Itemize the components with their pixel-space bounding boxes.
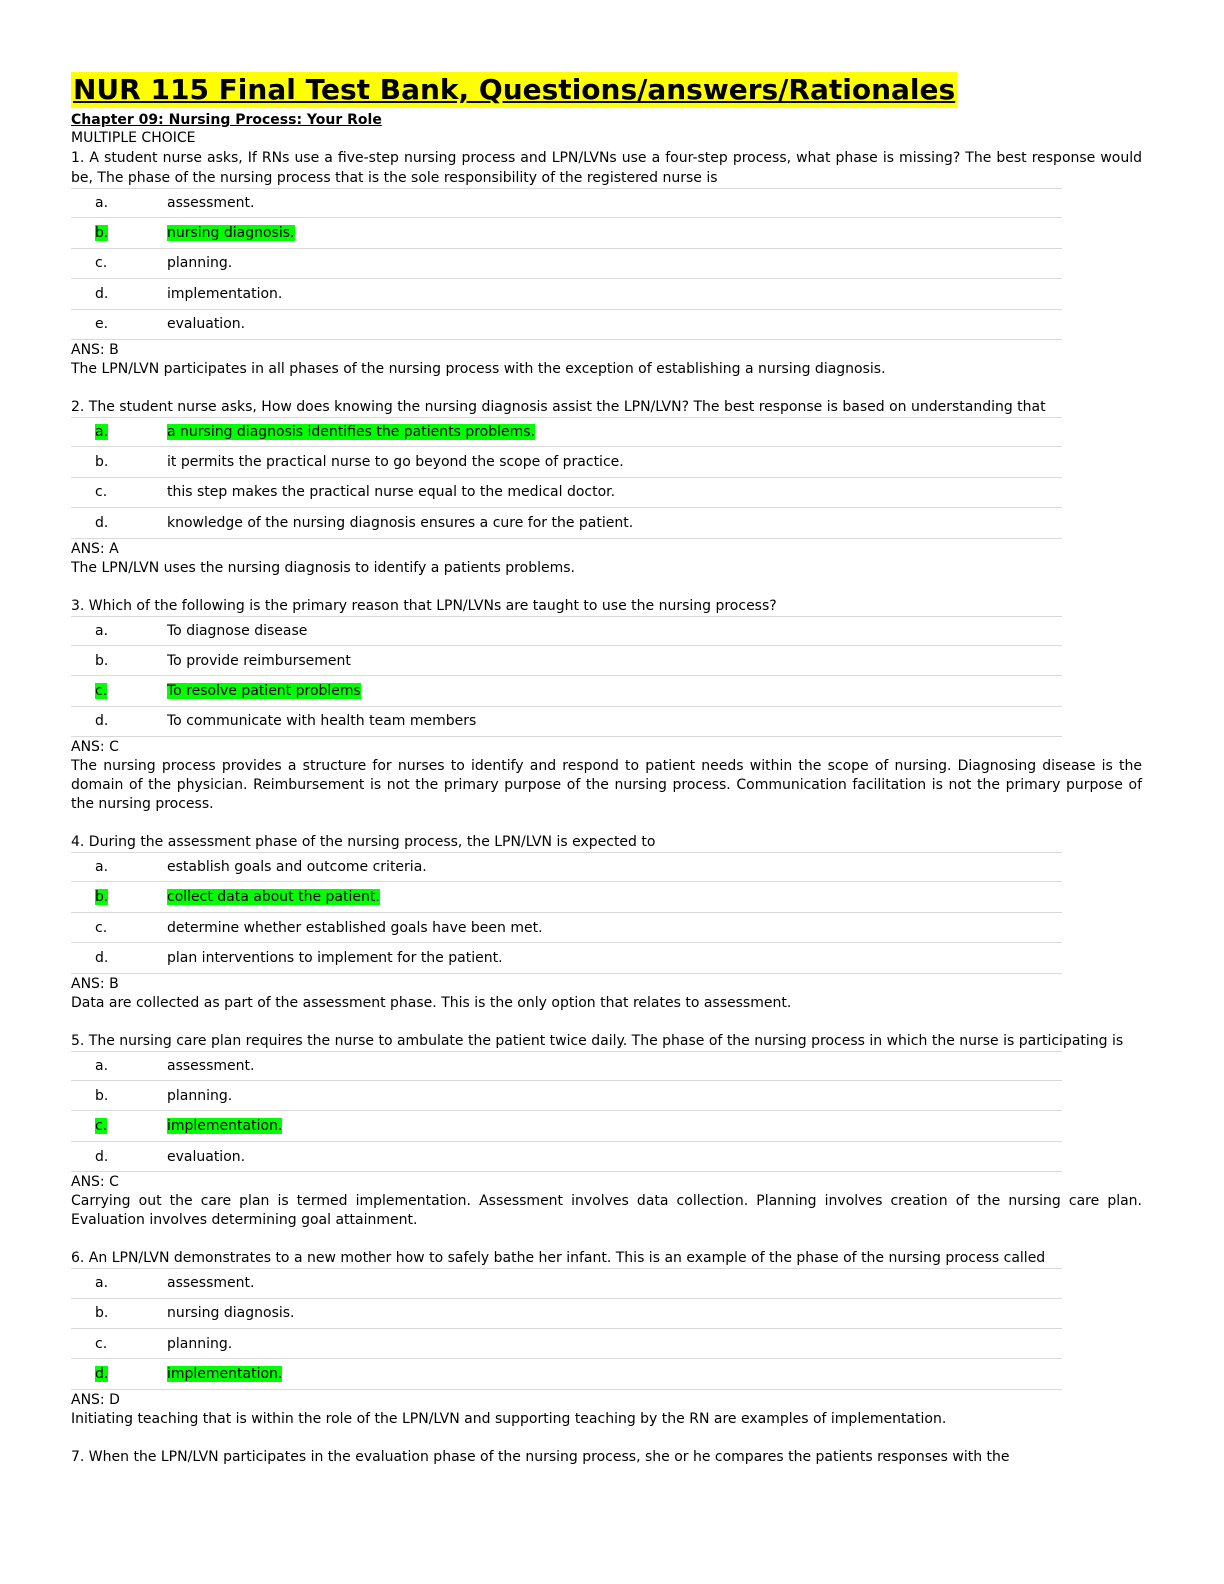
option-letter: b. — [95, 1305, 109, 1322]
rationale: Carrying out the care plan is termed implementation. Assessment involves data collection. Planning involves creation of the nursing care plan. Evaluation involves determining goal attainment. — [71, 1193, 1142, 1229]
option-text: implementation. — [167, 1118, 283, 1135]
option-text: To resolve patient problems — [167, 682, 361, 699]
rationale: Initiating teaching that is within the role of the LPN/LVN and supporting teaching by the RN are examples of implementation. — [71, 1410, 947, 1427]
answer-key: ANS: B — [71, 975, 119, 992]
rationale: The nursing process provides a structure for nurses to identify and respond to patient needs within the scope of nursing. Diagnosing disease is the domain of the physician. Reimbursement is not the primary purpose of the nursing process. Communication facilitation is not the primary purpose of the nursing process. — [71, 758, 1142, 813]
option-letter: a. — [95, 859, 109, 876]
option-letter: a. — [95, 424, 109, 441]
option-a-correct — [71, 417, 1062, 447]
options-list — [71, 188, 1062, 340]
question-text: 3. Which of the following is the primary reason that LPN/LVNs are taught to use the nursing process? — [71, 597, 777, 614]
option-letter: a. — [95, 1057, 109, 1074]
option-a — [71, 616, 1062, 646]
option-text: assessment. — [167, 195, 255, 212]
option-letter: c. — [95, 1335, 108, 1352]
option-d — [71, 279, 1062, 309]
option-c — [71, 913, 1062, 943]
question-4 — [71, 832, 1142, 1013]
options-list — [71, 417, 1062, 539]
option-text: nursing diagnosis. — [167, 1305, 295, 1322]
options-list — [71, 616, 1062, 738]
option-letter: c. — [95, 919, 108, 936]
option-letter: d. — [95, 514, 109, 531]
option-letter: c. — [95, 682, 108, 699]
question-text: 5. The nursing care plan requires the nurse to ambulate the patient twice daily. The phase of the nursing process in which the nurse is participating is — [71, 1032, 1124, 1049]
option-letter: b. — [95, 454, 109, 471]
question-text: 1. A student nurse asks, If RNs use a five-step nursing process and LPN/LVNs use a four-step process, what phase is missing? The best response would be, The phase of the nursing process that is the sole responsibility of the registered nurse is — [71, 150, 1142, 186]
option-a — [71, 1268, 1062, 1298]
option-c — [71, 249, 1062, 279]
option-text: evaluation. — [167, 316, 246, 333]
options-list — [71, 852, 1062, 974]
question-5 — [71, 1031, 1142, 1231]
option-letter: d. — [95, 1366, 109, 1383]
option-text: this step makes the practical nurse equal to the medical doctor. — [167, 484, 616, 501]
option-b — [71, 1081, 1062, 1111]
option-b — [71, 646, 1062, 676]
option-text: knowledge of the nursing diagnosis ensures a cure for the patient. — [167, 514, 634, 531]
rationale: Data are collected as part of the assessment phase. This is the only option that relates to assessment. — [71, 994, 792, 1011]
option-letter: d. — [95, 713, 109, 730]
option-a — [71, 852, 1062, 882]
question-text: 2. The student nurse asks, How does knowing the nursing diagnosis assist the LPN/LVN? The best response is based on understanding that — [71, 398, 1046, 415]
option-letter: d. — [95, 1148, 109, 1165]
option-c-correct — [71, 1111, 1062, 1141]
answer-key: ANS: A — [71, 540, 119, 557]
option-d — [71, 707, 1062, 737]
question-text: 4. During the assessment phase of the nursing process, the LPN/LVN is expected to — [71, 834, 656, 851]
option-text: establish goals and outcome criteria. — [167, 859, 427, 876]
option-letter: a. — [95, 1275, 109, 1292]
option-d — [71, 943, 1062, 973]
option-text: collect data about the patient. — [167, 889, 380, 906]
option-letter: e. — [95, 316, 109, 333]
option-letter: b. — [95, 889, 109, 906]
question-3 — [71, 596, 1142, 815]
option-d — [71, 1142, 1062, 1172]
option-a — [71, 1051, 1062, 1081]
answer-key: ANS: B — [71, 341, 119, 358]
document-page — [71, 72, 1142, 1467]
option-text: planning. — [167, 255, 233, 272]
question-2 — [71, 397, 1142, 578]
answer-key: ANS: D — [71, 1391, 120, 1408]
rationale: The LPN/LVN uses the nursing diagnosis to identify a patients problems. — [71, 559, 575, 576]
option-e — [71, 310, 1062, 340]
option-text: implementation. — [167, 285, 283, 302]
option-letter: d. — [95, 285, 109, 302]
option-b-correct — [71, 218, 1062, 248]
answer-key: ANS: C — [71, 1174, 119, 1191]
option-letter: a. — [95, 195, 109, 212]
answer-key: ANS: C — [71, 739, 119, 756]
question-6 — [71, 1248, 1142, 1429]
option-c-correct — [71, 676, 1062, 706]
option-letter: b. — [95, 1087, 109, 1104]
option-text: To provide reimbursement — [167, 652, 351, 669]
option-text: To communicate with health team members — [167, 713, 477, 730]
option-letter: b. — [95, 652, 109, 669]
rationale: The LPN/LVN participates in all phases of the nursing process with the exception of establishing a nursing diagnosis. — [71, 360, 886, 377]
options-list — [71, 1268, 1062, 1390]
question-text: 7. When the LPN/LVN participates in the evaluation phase of the nursing process, she or he compares the patients responses with the — [71, 1448, 1010, 1465]
option-c — [71, 1329, 1062, 1359]
option-text: assessment. — [167, 1057, 255, 1074]
option-text: To diagnose disease — [167, 622, 308, 639]
question-text: 6. An LPN/LVN demonstrates to a new mother how to safely bathe her infant. This is an example of the phase of the nursing process called — [71, 1250, 1046, 1267]
option-b — [71, 1299, 1062, 1329]
question-7 — [71, 1447, 1142, 1467]
option-text: determine whether established goals have been met. — [167, 919, 543, 936]
option-text: planning. — [167, 1087, 233, 1104]
option-text: implementation. — [167, 1366, 283, 1383]
option-text: evaluation. — [167, 1148, 246, 1165]
option-letter: c. — [95, 484, 108, 501]
document-title: NUR 115 Final Test Bank, Questions/answers/Rationales — [73, 73, 956, 106]
option-letter: d. — [95, 949, 109, 966]
option-text: nursing diagnosis. — [167, 225, 295, 242]
chapter-heading: Chapter 09: Nursing Process: Your Role — [71, 112, 382, 128]
option-text: it permits the practical nurse to go beyond the scope of practice. — [167, 454, 624, 471]
option-letter: c. — [95, 255, 108, 272]
option-text: assessment. — [167, 1275, 255, 1292]
option-d — [71, 508, 1062, 538]
option-text: a nursing diagnosis identifies the patients problems. — [167, 424, 536, 441]
option-letter: a. — [95, 622, 109, 639]
option-text: planning. — [167, 1335, 233, 1352]
option-text: plan interventions to implement for the patient. — [167, 949, 503, 966]
option-letter: b. — [95, 225, 109, 242]
option-c — [71, 478, 1062, 508]
option-letter: c. — [95, 1118, 108, 1135]
option-d-correct — [71, 1359, 1062, 1389]
option-b-correct — [71, 882, 1062, 912]
option-b — [71, 447, 1062, 477]
question-1 — [71, 148, 1142, 379]
option-a — [71, 188, 1062, 218]
section-heading: MULTIPLE CHOICE — [71, 130, 196, 146]
options-list — [71, 1051, 1062, 1173]
